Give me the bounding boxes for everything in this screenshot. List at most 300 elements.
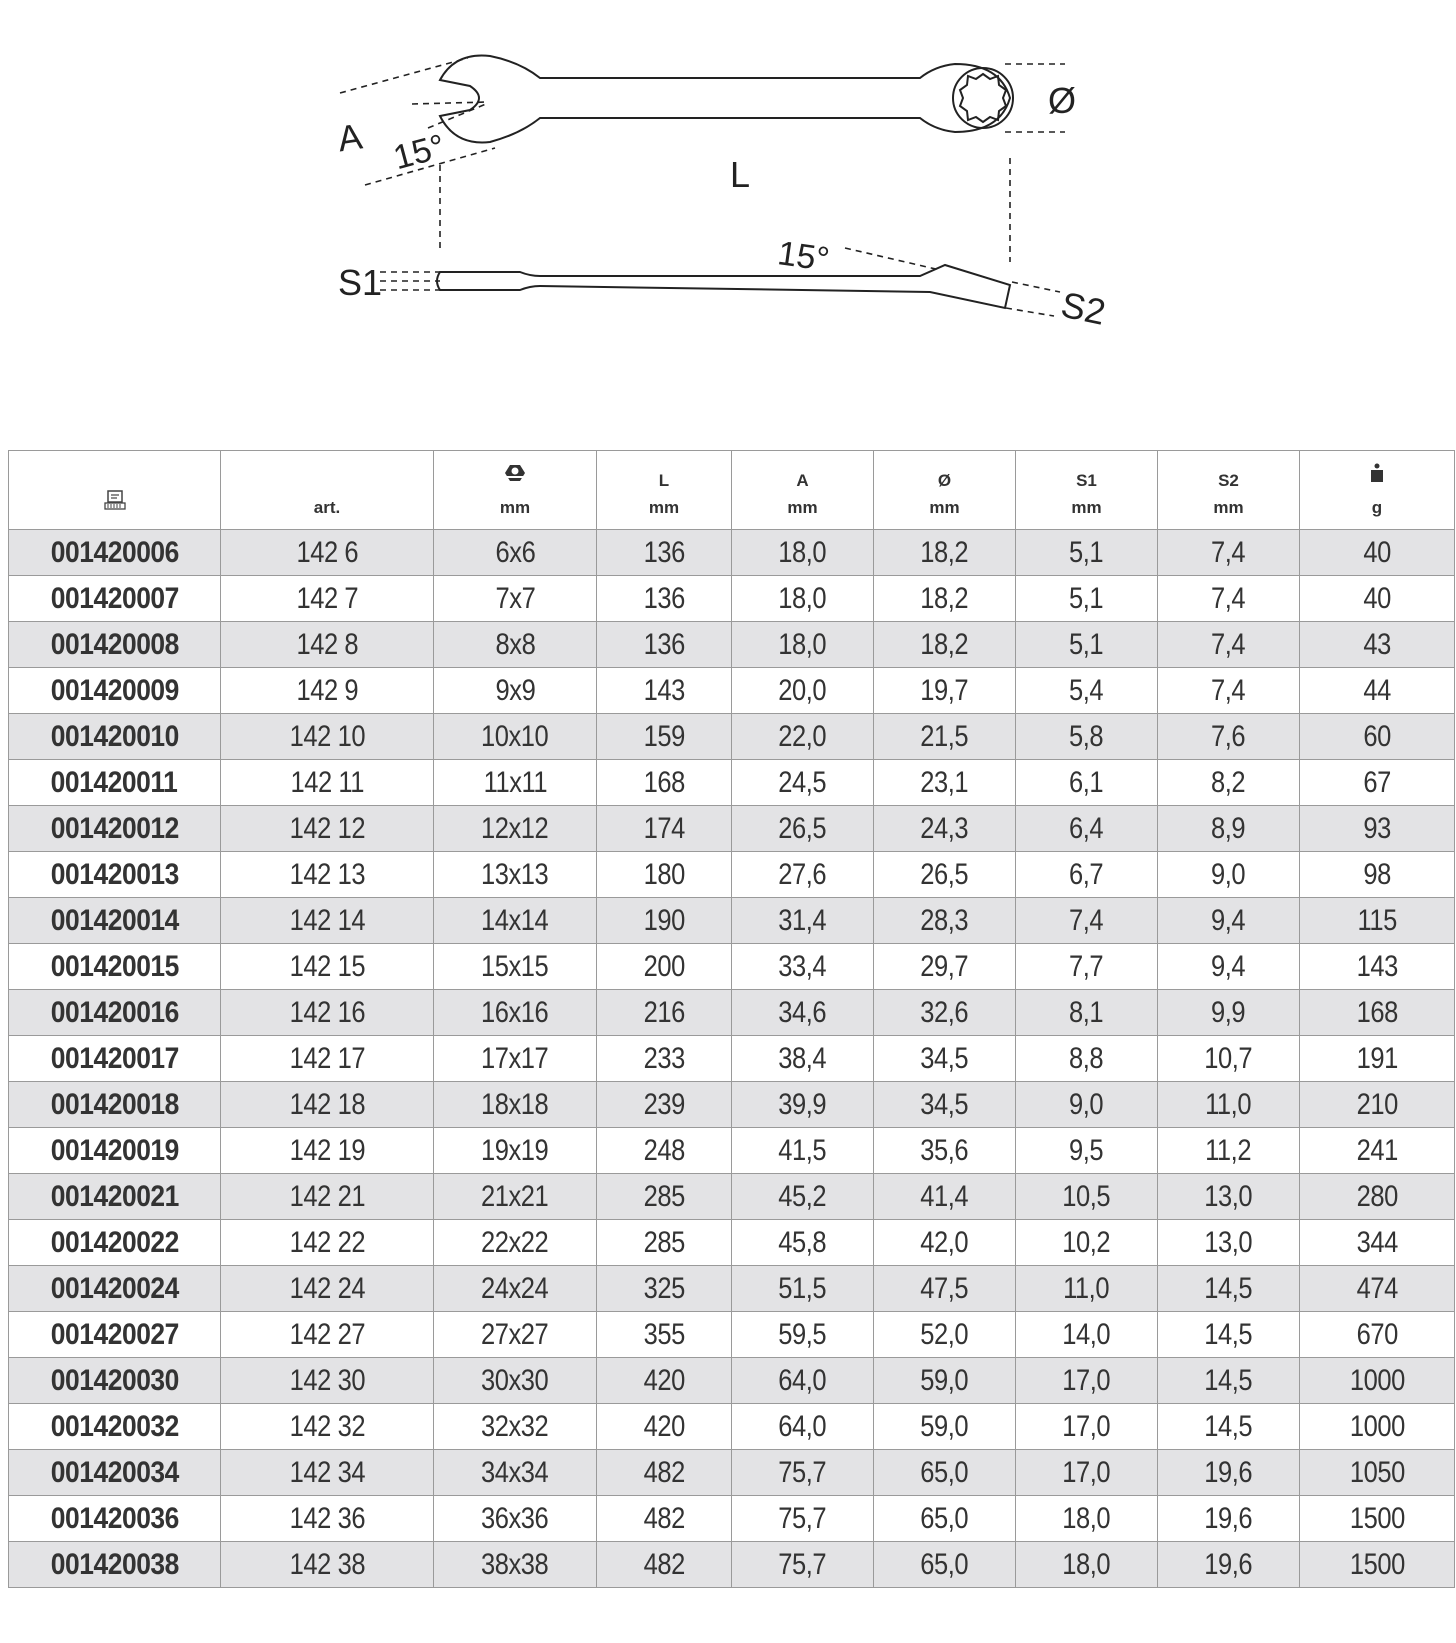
cell-text: 001420006 <box>50 535 179 569</box>
cell-text: 17x17 <box>481 1041 549 1075</box>
cell-text: 6x6 <box>495 535 535 569</box>
cell-text: 7,4 <box>1211 673 1246 707</box>
table-cell <box>1300 668 1455 714</box>
table-cell <box>221 1496 434 1542</box>
table-cell <box>874 1358 1016 1404</box>
cell-text: 26,5 <box>920 857 969 891</box>
cell-text: 32x32 <box>481 1409 549 1443</box>
cell-text: 9,9 <box>1211 995 1246 1029</box>
table-cell <box>1016 530 1158 576</box>
table-cell <box>221 1266 434 1312</box>
cell-text: 142 34 <box>289 1455 365 1489</box>
table-cell <box>1158 1496 1300 1542</box>
cell-text: 420 <box>643 1363 685 1397</box>
cell-text: 34,6 <box>778 995 827 1029</box>
table-cell <box>1300 806 1455 852</box>
cell-text: 001420011 <box>51 765 178 799</box>
table-cell <box>732 944 874 990</box>
table-cell <box>732 1404 874 1450</box>
cell-text: 001420021 <box>50 1179 179 1213</box>
cell-text: 142 9 <box>296 673 358 707</box>
product-code-cell <box>9 668 221 714</box>
table-cell <box>1158 852 1300 898</box>
table-cell <box>1300 576 1455 622</box>
table-row <box>9 806 1455 852</box>
table-cell <box>597 806 732 852</box>
table-cell <box>1300 760 1455 806</box>
table-cell <box>874 576 1016 622</box>
table-cell <box>434 1404 597 1450</box>
cell-text: 6,1 <box>1069 765 1104 799</box>
cell-text: 9,0 <box>1069 1087 1104 1121</box>
product-code-cell <box>9 1358 221 1404</box>
cell-text: 6,4 <box>1069 811 1104 845</box>
table-cell <box>874 530 1016 576</box>
table-cell <box>1300 1496 1455 1542</box>
label-diameter: Ø <box>1048 80 1077 121</box>
table-cell <box>597 1036 732 1082</box>
table-cell <box>1016 760 1158 806</box>
cell-text: 1000 <box>1349 1409 1405 1443</box>
cell-text: 001420024 <box>50 1271 179 1305</box>
cell-text: 14,5 <box>1204 1409 1253 1443</box>
table-cell <box>1158 1036 1300 1082</box>
table-cell <box>597 1358 732 1404</box>
cell-text: 18,2 <box>920 627 969 661</box>
table-cell <box>221 898 434 944</box>
table-cell <box>1158 1220 1300 1266</box>
cell-text: 7x7 <box>495 581 535 615</box>
cell-text: 19x19 <box>481 1133 549 1167</box>
table-cell <box>874 1450 1016 1496</box>
cell-text: 11,2 <box>1205 1133 1252 1167</box>
table-cell <box>1300 622 1455 668</box>
table-cell <box>434 990 597 1036</box>
product-code-cell <box>9 944 221 990</box>
cell-text: 001420030 <box>50 1363 179 1397</box>
table-cell <box>434 530 597 576</box>
table-cell <box>874 1082 1016 1128</box>
table-cell <box>1016 1542 1158 1588</box>
table-cell <box>1016 806 1158 852</box>
cell-text: 60 <box>1363 719 1391 753</box>
cell-text: 59,5 <box>778 1317 827 1351</box>
cell-text: 143 <box>1356 949 1398 983</box>
cell-text: 142 21 <box>289 1179 365 1213</box>
cell-text: 5,1 <box>1069 535 1104 569</box>
cell-text: 136 <box>643 627 685 661</box>
product-code-cell <box>9 1542 221 1588</box>
table-cell <box>1158 1404 1300 1450</box>
table-cell <box>1016 622 1158 668</box>
cell-text: 75,7 <box>778 1501 827 1535</box>
cell-text: 216 <box>643 995 685 1029</box>
cell-text: 51,5 <box>778 1271 827 1305</box>
table-cell <box>874 944 1016 990</box>
label-angle-top: 15° <box>389 127 450 178</box>
table-cell <box>732 1266 874 1312</box>
table-row <box>9 1450 1455 1496</box>
cell-text: 39,9 <box>778 1087 827 1121</box>
product-code-cell <box>9 1496 221 1542</box>
table-cell <box>434 1036 597 1082</box>
table-row <box>9 1266 1455 1312</box>
cell-text: 142 7 <box>296 581 358 615</box>
header-row <box>9 451 1455 530</box>
cell-text: 9,5 <box>1069 1133 1104 1167</box>
table-cell <box>221 1312 434 1358</box>
cell-text: 64,0 <box>778 1363 827 1397</box>
table-cell <box>1016 714 1158 760</box>
cell-text: 98 <box>1363 857 1391 891</box>
table-cell <box>1158 576 1300 622</box>
cell-text: 344 <box>1356 1225 1398 1259</box>
table-cell <box>1158 1174 1300 1220</box>
cell-text: 35,6 <box>920 1133 969 1167</box>
table-cell <box>732 852 874 898</box>
cell-text: 001420013 <box>50 857 179 891</box>
cell-text: 001420019 <box>50 1133 179 1167</box>
table-cell <box>434 1450 597 1496</box>
column-header-unit: mm <box>648 498 680 517</box>
product-code-cell <box>9 622 221 668</box>
cell-text: 18,0 <box>778 627 827 661</box>
hex-nut-icon <box>504 471 526 490</box>
table-cell <box>874 806 1016 852</box>
cell-text: 18,0 <box>778 535 827 569</box>
table-cell <box>597 1404 732 1450</box>
cell-text: 7,4 <box>1211 627 1246 661</box>
cell-text: 65,0 <box>920 1501 969 1535</box>
table-cell <box>1158 668 1300 714</box>
table-cell <box>1300 530 1455 576</box>
table-cell <box>1300 714 1455 760</box>
table-cell <box>874 1404 1016 1450</box>
table-cell <box>1300 1266 1455 1312</box>
cell-text: 001420007 <box>50 581 179 615</box>
cell-text: 40 <box>1363 535 1391 569</box>
cell-text: 142 8 <box>296 627 358 661</box>
table-cell <box>732 1082 874 1128</box>
table-cell <box>1158 1312 1300 1358</box>
cell-text: 210 <box>1356 1087 1398 1121</box>
cell-text: 1500 <box>1349 1547 1405 1581</box>
cell-text: 001420038 <box>50 1547 179 1581</box>
weight-icon <box>1366 471 1388 490</box>
table-row <box>9 1036 1455 1082</box>
table-cell <box>732 622 874 668</box>
cell-text: 142 19 <box>289 1133 365 1167</box>
cell-text: 42,0 <box>920 1225 969 1259</box>
table-cell <box>221 1036 434 1082</box>
table-cell <box>1158 1266 1300 1312</box>
table-cell <box>1158 1082 1300 1128</box>
column-header-6 <box>1016 451 1158 530</box>
cell-text: 20,0 <box>778 673 827 707</box>
table-cell <box>1300 1358 1455 1404</box>
cell-text: 59,0 <box>920 1363 969 1397</box>
cell-text: 13,0 <box>1204 1225 1253 1259</box>
column-header-3 <box>597 451 732 530</box>
table-cell <box>221 852 434 898</box>
cell-text: 29,7 <box>920 949 969 983</box>
cell-text: 24,3 <box>920 811 969 845</box>
table-cell <box>221 1220 434 1266</box>
cell-text: 355 <box>643 1317 685 1351</box>
cell-text: 142 6 <box>296 535 358 569</box>
cell-text: 5,8 <box>1069 719 1104 753</box>
table-cell <box>221 1542 434 1588</box>
column-header-unit: g <box>1371 498 1383 517</box>
table-cell <box>1158 622 1300 668</box>
table-cell <box>597 1312 732 1358</box>
wrench-diagram <box>0 0 1456 360</box>
table-cell <box>597 576 732 622</box>
cell-text: 1500 <box>1349 1501 1405 1535</box>
table-row <box>9 530 1455 576</box>
cell-text: 45,2 <box>778 1179 827 1213</box>
table-cell <box>1300 1082 1455 1128</box>
column-header-label: L <box>658 471 670 490</box>
table-cell <box>1016 1404 1158 1450</box>
table-cell <box>434 622 597 668</box>
cell-text: 44 <box>1363 673 1391 707</box>
cell-text: 001420018 <box>50 1087 179 1121</box>
column-header-unit: mm <box>1213 498 1244 517</box>
table-cell <box>221 1450 434 1496</box>
table-cell <box>874 1496 1016 1542</box>
cell-text: 75,7 <box>778 1455 827 1489</box>
table-cell <box>434 852 597 898</box>
table-row <box>9 622 1455 668</box>
cell-text: 482 <box>643 1501 685 1535</box>
cell-text: 13x13 <box>481 857 549 891</box>
cell-text: 8,1 <box>1069 995 1104 1029</box>
table-cell <box>874 760 1016 806</box>
cell-text: 001420032 <box>50 1409 179 1443</box>
label-angle-bottom: 15° <box>775 234 832 279</box>
table-cell <box>597 852 732 898</box>
cell-text: 001420012 <box>50 811 179 845</box>
cell-text: 482 <box>643 1455 685 1489</box>
cell-text: 001420017 <box>50 1041 179 1075</box>
table-cell <box>1158 1128 1300 1174</box>
cell-text: 17,0 <box>1062 1409 1111 1443</box>
table-cell <box>1300 944 1455 990</box>
cell-text: 43 <box>1363 627 1391 661</box>
cell-text: 142 36 <box>289 1501 365 1535</box>
table-cell <box>732 668 874 714</box>
cell-text: 280 <box>1356 1179 1398 1213</box>
table-row <box>9 1220 1455 1266</box>
cell-text: 5,1 <box>1069 581 1104 615</box>
table-cell <box>434 714 597 760</box>
table-cell <box>221 760 434 806</box>
product-code-cell <box>9 760 221 806</box>
cell-text: 168 <box>643 765 685 799</box>
cell-text: 22x22 <box>481 1225 549 1259</box>
cell-text: 142 22 <box>289 1225 365 1259</box>
table-row <box>9 1542 1455 1588</box>
cell-text: 31,4 <box>778 903 827 937</box>
table-cell <box>874 1266 1016 1312</box>
label-s2: S2 <box>1057 283 1110 333</box>
table-cell <box>1300 1542 1455 1588</box>
cell-text: 7,7 <box>1069 949 1104 983</box>
table-cell <box>221 806 434 852</box>
cell-text: 8,9 <box>1211 811 1246 845</box>
table-cell <box>874 898 1016 944</box>
cell-text: 12x12 <box>481 811 549 845</box>
barcode-scanner-icon <box>104 498 126 517</box>
cell-text: 18,0 <box>1062 1501 1111 1535</box>
table-cell <box>434 944 597 990</box>
wrench-open-end <box>440 56 1010 143</box>
table-cell <box>221 622 434 668</box>
table-cell <box>221 990 434 1036</box>
cell-text: 142 32 <box>289 1409 365 1443</box>
cell-text: 8,8 <box>1069 1041 1104 1075</box>
cell-text: 285 <box>643 1179 685 1213</box>
cell-text: 27,6 <box>778 857 827 891</box>
cell-text: 41,5 <box>778 1133 827 1167</box>
cell-text: 67 <box>1363 765 1391 799</box>
label-s1: S1 <box>338 262 383 303</box>
table-cell <box>597 1266 732 1312</box>
table-cell <box>874 1174 1016 1220</box>
table-cell <box>434 1128 597 1174</box>
table-cell <box>1300 1312 1455 1358</box>
cell-text: 64,0 <box>778 1409 827 1443</box>
table-cell <box>874 622 1016 668</box>
cell-text: 14,5 <box>1204 1317 1253 1351</box>
cell-text: 15x15 <box>481 949 549 983</box>
cell-text: 142 16 <box>289 995 365 1029</box>
table-row <box>9 576 1455 622</box>
cell-text: 001420014 <box>50 903 179 937</box>
table-cell <box>221 530 434 576</box>
table-cell <box>1016 668 1158 714</box>
table-cell <box>1016 898 1158 944</box>
table-cell <box>597 760 732 806</box>
table-row <box>9 1404 1455 1450</box>
cell-text: 7,4 <box>1069 903 1104 937</box>
cell-text: 38x38 <box>481 1547 549 1581</box>
cell-text: 9,4 <box>1211 903 1246 937</box>
cell-text: 142 24 <box>289 1271 365 1305</box>
cell-text: 1050 <box>1349 1455 1405 1489</box>
cell-text: 10,5 <box>1062 1179 1111 1213</box>
table-cell <box>221 944 434 990</box>
cell-text: 7,4 <box>1211 581 1246 615</box>
table-cell <box>221 1174 434 1220</box>
table-row <box>9 852 1455 898</box>
table-cell <box>732 760 874 806</box>
table-cell <box>1158 990 1300 1036</box>
cell-text: 142 30 <box>289 1363 365 1397</box>
cell-text: 248 <box>643 1133 685 1167</box>
table-cell <box>1158 806 1300 852</box>
table-cell <box>434 1358 597 1404</box>
table-cell <box>221 668 434 714</box>
table-cell <box>1016 1174 1158 1220</box>
cell-text: 001420015 <box>50 949 179 983</box>
table-cell <box>874 852 1016 898</box>
table-cell <box>434 1496 597 1542</box>
table-cell <box>732 1496 874 1542</box>
table-row <box>9 1358 1455 1404</box>
table-cell <box>1300 852 1455 898</box>
product-code-cell <box>9 1174 221 1220</box>
table-cell <box>732 1312 874 1358</box>
table-cell <box>1300 1220 1455 1266</box>
table-cell <box>1158 944 1300 990</box>
cell-text: 93 <box>1363 811 1391 845</box>
column-header-label: S1 <box>1076 471 1097 490</box>
table-cell <box>1016 1358 1158 1404</box>
cell-text: 18x18 <box>481 1087 549 1121</box>
cell-text: 10,2 <box>1062 1225 1111 1259</box>
table-row <box>9 944 1455 990</box>
table-row <box>9 1174 1455 1220</box>
column-header-1 <box>221 451 434 530</box>
product-code-cell <box>9 898 221 944</box>
product-code-cell <box>9 1266 221 1312</box>
cell-text: 19,6 <box>1204 1547 1253 1581</box>
product-code-cell <box>9 1450 221 1496</box>
column-header-unit: art. <box>313 498 341 517</box>
cell-text: 14,5 <box>1204 1363 1253 1397</box>
cell-text: 174 <box>643 811 685 845</box>
cell-text: 1000 <box>1349 1363 1405 1397</box>
cell-text: 143 <box>643 673 685 707</box>
product-code-cell <box>9 852 221 898</box>
column-header-unit: mm <box>787 498 818 517</box>
cell-text: 001420027 <box>50 1317 179 1351</box>
cell-text: 10,7 <box>1204 1041 1253 1075</box>
table-cell <box>1300 1450 1455 1496</box>
table-cell <box>732 1450 874 1496</box>
table-cell <box>1300 898 1455 944</box>
cell-text: 474 <box>1356 1271 1398 1305</box>
cell-text: 36x36 <box>481 1501 549 1535</box>
table-cell <box>1016 1496 1158 1542</box>
cell-text: 14x14 <box>481 903 549 937</box>
column-header-0 <box>9 451 221 530</box>
cell-text: 8x8 <box>495 627 535 661</box>
cell-text: 115 <box>1357 903 1397 937</box>
table-cell <box>434 668 597 714</box>
column-header-4 <box>732 451 874 530</box>
table-body <box>9 530 1455 1588</box>
table-cell <box>434 1266 597 1312</box>
cell-text: 27x27 <box>481 1317 549 1351</box>
cell-text: 200 <box>643 949 685 983</box>
table-cell <box>1016 1082 1158 1128</box>
table-cell <box>1158 530 1300 576</box>
cell-text: 75,7 <box>778 1547 827 1581</box>
table-row <box>9 714 1455 760</box>
table-row <box>9 990 1455 1036</box>
cell-text: 23,1 <box>920 765 969 799</box>
cell-text: 59,0 <box>920 1409 969 1443</box>
table-cell <box>1016 990 1158 1036</box>
cell-text: 22,0 <box>778 719 827 753</box>
table-cell <box>597 898 732 944</box>
cell-text: 16x16 <box>481 995 549 1029</box>
table-cell <box>732 1128 874 1174</box>
cell-text: 18,2 <box>920 535 969 569</box>
